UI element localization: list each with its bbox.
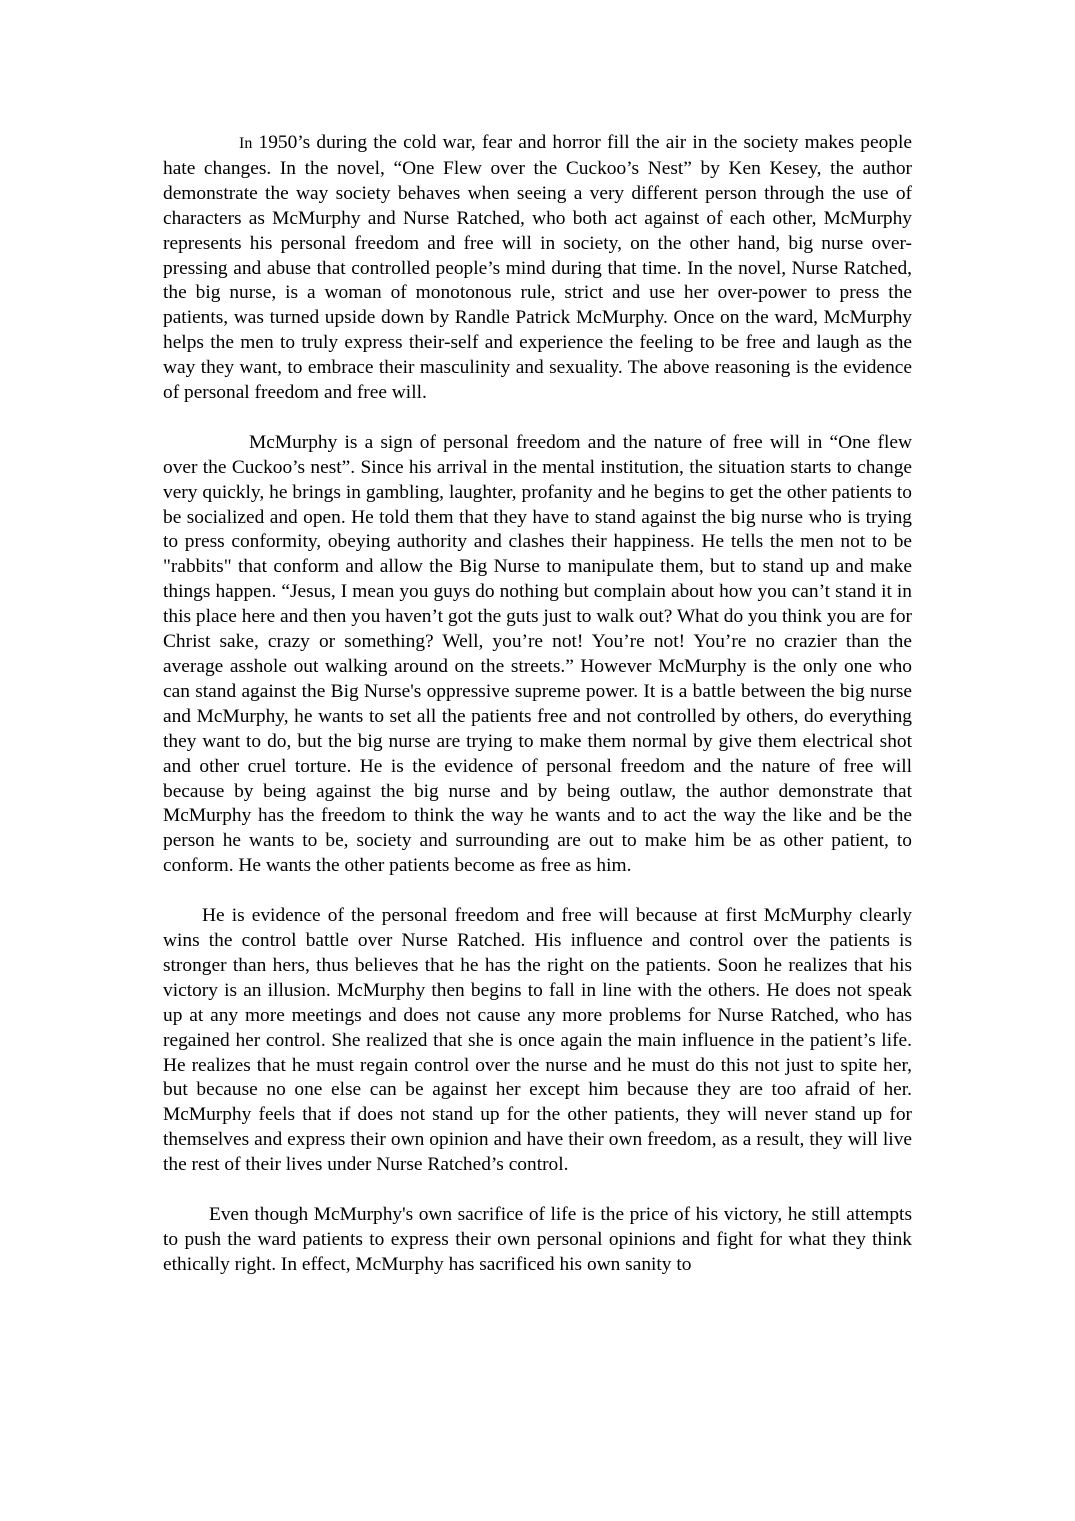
paragraph-3: He is evidence of the personal freedom and free will because at first McMurphy clearly wins the control battle over Nurse Ratched. His influence and control over the patients is stronger than hers, thus believes that he has the right on the patients. Soon he realizes that his victory is an illusion. McMurphy then begins to fall in line with the others. He does not speak up at any more meetings and does not cause any more problems for Nurse Ratched, who has regained her control. She realized that she is once again the main influence in the patient’s life. He realizes that he must regain control over the nurse and he must do this not just to spite her, but because no one else can be against her except him because they are too afraid of her. McMurphy feels that if does not stand up for the other patients, they will never stand up for themselves and express their own opinion and have their own freedom, as a result, they will live the rest of their lives under Nurse Ratched’s control. (163, 905, 912, 1176)
paragraph-1-lead-word: In (239, 135, 253, 152)
paragraph-4: Even though McMurphy's own sacrifice of life is the price of his victory, he still attempts to push the ward patients to express their own personal opinions and fight for what they think ethically right. In effect, McMurphy has sacrificed his own sanity to (163, 1203, 912, 1275)
essay-body (163, 131, 912, 1278)
paragraph-1 (163, 131, 912, 406)
paragraph-2: McMurphy is a sign of personal freedom and the nature of free will in “One flew over the Cuckoo’s nest”. Since his arrival in the mental institution, the situation starts to change very quickly, he brings in gambling, laughter, profanity and he begins to get the other patients to be socialized and open. He told them that they have to stand against the big nurse who is trying to press conformity, obeying authority and clashes their happiness. He tells the men not to be "rabbits" that conform and allow the Big Nurse to manipulate them, but to stand up and make things happen. “Jesus, I mean you guys do nothing but complain about how you can’t stand it in this place here and then you haven’t got the guts just to walk out? What do you think you are for Christ sake, crazy or something? Well, you’re not! You’re not! You’re no crazier than the average asshole out walking around on the streets.” However McMurphy is the only one who can stand against the Big Nurse's oppressive supreme power. It is a battle between the big nurse and McMurphy, he wants to set all the patients free and not controlled by others, do everything they want to do, but the big nurse are trying to make them normal by give them electrical shot and other cruel torture. He is the evidence of personal freedom and the nature of free will because by being against the big nurse and by being outlaw, the author demonstrate that McMurphy has the freedom to think the way he wants and to act the way the like and be the person he wants to be, society and surrounding are out to make him be as other patient, to conform. He wants the other patients become as free as him. (163, 431, 912, 877)
paragraph-1-text: 1950’s during the cold war, fear and horror fill the air in the society makes people hate changes. In the novel, “One Flew over the Cuckoo’s Nest” by Ken Kesey, the author demonstrate the way society behaves when seeing a very different person through the use of characters as McMurphy and Nurse Ratched, who both act against of each other, McMurphy represents his personal freedom and free will in society, on the other hand, big nurse over-pressing and abuse that controlled people’s mind during that time. In the novel, Nurse Ratched, the big nurse, is a woman of monotonous rule, strict and use her over-power to press the patients, was turned upside down by Randle Patrick McMurphy. Once on the ward, McMurphy helps the men to truly express their-self and experience the feeling to be free and laugh as the way they want, to embrace their masculinity and sexuality. The above reasoning is the evidence of personal freedom and free will. (163, 132, 912, 404)
